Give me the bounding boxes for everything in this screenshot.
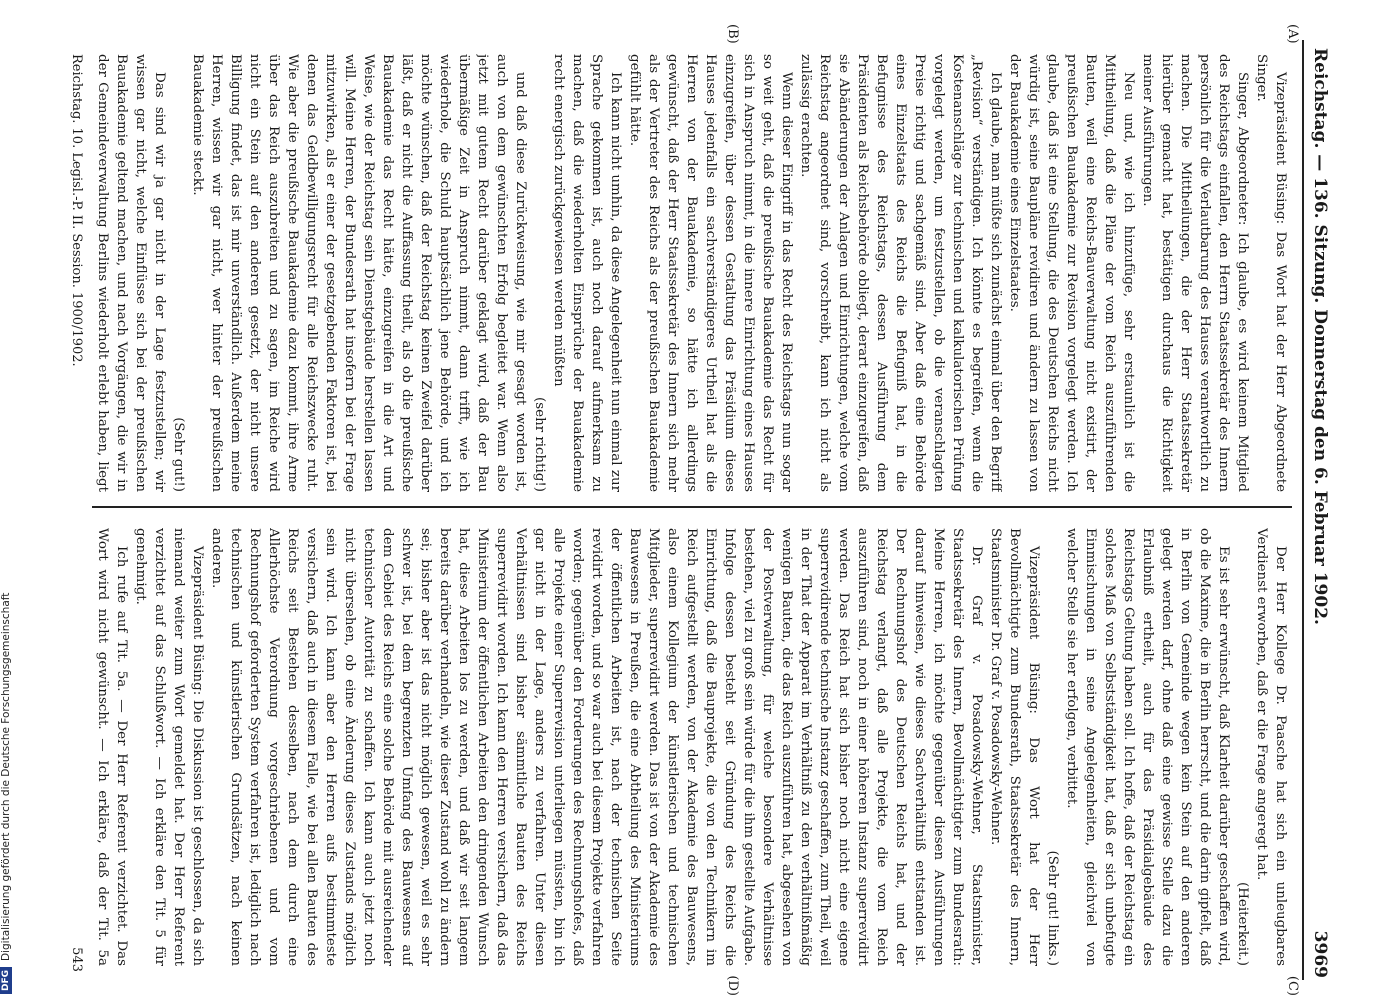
paragraph: Ich glaube, man müßte sich zunächst einmal über den Begriff „Revision“ verständigen. Ich könnte es begreifen, wenn die Kostenanschläge zur technischen und kalkulatorischen Prüfung vorgelegt werden, um festzustellen, ob die veranschlagten Preise richtig und sachgemäß sind. Aber daß eine Behörde eines Einzelstaats des Reichs die Befugniß hat, in die Befugnisse des Reichstags, dessen Ausführung dem Präsidenten als Reichsbehörde obliegt, derart einzugreifen, daß sie Abänderungen der Anlagen und Einrichtungen, welche vom Reichstag angeordnet sind, vorschreibt, kann ich nicht als zulässig erachten. <box>798 54 1003 492</box>
footer-citation: Reichstag. 10. Legisl.-P. II. Session. 1900/1902. <box>69 54 84 367</box>
document-page <box>42 24 1332 996</box>
interjection: (Heiterkeit.) <box>1235 882 1250 966</box>
paragraph: Ich kann nicht umhin, da diese Angelegenheit nun einmal zur Sprache gekommen ist, auch noch darauf aufmerksam zu machen, daß die wiederholten Einsprüche der Bauakademie recht energisch zurückgewiesen werden müßten <box>551 54 623 492</box>
paragraph: Der Herr Kollege Dr. Paasche hat sich ein unleugbares Verdienst erworben, daß er die Frage angeregt hat. <box>1254 528 1288 966</box>
paragraph: Singer, Abgeordneter: Ich glaube, es wird keinem Mitglied des Reichstags einfallen, den Herrn Staatssekretär des Innern persönlich für die Verlautbarung des Hauses verantwortlich zu machen. Die Mittheilungen, die der Herr Staatssekretär hierüber gemacht hat, bestätigen durchaus die Richtigkeit meiner Ausführungen. <box>1140 54 1250 492</box>
paragraph: und daß diese Zurückweisung, wie mir gesagt worden ist, auch von dem gewünschten Erfolg begleitet war. Wenn also jetzt mit gutem Recht darüber geklagt wird, daß der Bau übermäßige Zeit in Anspruch nimmt, dann trifft, wie ich wiederhole, die Schuld hauptsächlich jene Behörde, und ich möchte wünschen, daß der Reichstag keinen Zweifel darüber läßt, daß er nicht die Auffassung theilt, als ob die preußische Bauakademie das Recht hätte, einzugreifen in die Art und Weise, wie der Reichstag sein Dienstgebäude herstellen lassen will. Meine Herren, der Bundesrath hat insofern bei der Frage mitzuwirken, als er einer der gesetzgebenden Faktoren ist, bei denen das Geldbewilligungsrecht für alle Reichszwecke ruht. Wie aber die preußische Bauakademie dazu kommt, ihre Arme über das Reich auszubreiten und zu sagen, im Reiche wird nicht ein Stein auf den anderen gesetzt, der nicht unsere Billigung findet, das ist mir unverständlich. Außerdem meine Herren, wissen wir gar nicht, wer hinter der preußischen Bauakademie steckt. <box>190 54 528 492</box>
interjection: (Sehr gut! links.) <box>1045 850 1060 966</box>
digitization-note <box>0 0 20 994</box>
right-column <box>90 528 1290 966</box>
running-header: Reichstag. — 136. Sitzung. Donnerstag den 6. Februar 1902. <box>1310 48 1330 625</box>
paragraph: Dr. Graf v. Posadowsky-Wehner, Staatsminister, Staatssekretär des Innern, Bevollmächtigter zum Bundesrath: Meine Herren, ich möchte gegenüber diesen Ausführungen darauf hinweisen, wie dieses Sachverhältniß entstanden ist. Der Rechnungshof des Deutschen Reichs hat, und der Reichstag verlangt, daß alle Projekte, die vom Reich auszuführen sind, noch in einer höheren Instanz superrevidirt werden. Das Reich hat sich bisher noch nicht eine eigene superrevidirende technische Instanz geschaffen, zum Theil, weil in der That der Apparat im Verhältniß zu den verhältnißmäßig wenigen Bauten, die das Reich auszuführen hat, abgesehen von der Postverwaltung, für welche besondere Verhältnisse bestehen, viel zu groß sein würde für die ihm gestellte Aufgabe. Infolge dessen besteht seit Gründung des Reichs die Einrichtung, daß die Bauprojekte, die von den Technikern im Reich aufgestellt werden, von der Akademie des Bauwesens, also einem Kollegium der künstlerischen und technischen Mitglieder, superrevidirt werden. Das ist von der Akademie des Bauwesens in Preußen, die eine Abtheilung des Ministeriums der öffentlichen Arbeiten ist, nach der technischen Seite revidirt worden, und so war auch bei diesem Projekte verfahren worden; gegenüber den Forderungen des Rechnungshofes, daß alle Projekte einer Superrevision unterliegen müssten, bin ich gar nicht in der Lage, anders zu verfahren. Unter diesen Verhältnissen sind bisher sämmtliche Bauten des Reichs superrevidirt worden. Ich kann den Herren versichern, daß das Ministerium der öffentlichen Arbeiten den dringenden Wunsch hat, diese Arbeiten los zu werden, und daß wir seit langem bereits darüber verhandeln, wie dieser Zustand wohl zu ändern sei; bisher aber ist das nicht möglich gewesen, weil es sehr schwer ist, bei dem begrenzten Umfang des Bauwesens auf dem Gebiet des Reichs eine solche Behörde mit ausreichender technischer Autorität zu schaffen. Ich kann auch jetzt noch nicht übersehen, ob eine Änderung dieses Zustands möglich sein wird. Ich kann aber den Herren aufs bestimmteste versichern, daß auch in diesem Falle, wie bei allen Bauten des Reichs seit Bestehen desselben, nach dem durch eine Allerhöchste Verordnung vorgeschriebenen und vom Rechnungshof geforderten System verfahren ist, lediglich nach technischen und künstlerischen Grundsätzen, nach keinen anderen. <box>209 528 984 966</box>
page-number: 3969 <box>1310 930 1330 978</box>
paragraph: Vizepräsident Büsing: Die Diskussion ist geschlossen, da sich niemand weiter zum Wort gemeldet hat. Der Herr Referent verzichtet auf das Schlußwort. — Ich erkläre den Tit. 5 für genehmigt. <box>133 528 205 966</box>
interjection: (sehr richtig!) <box>532 397 547 492</box>
section-marker-c: (C) <box>1285 975 1300 996</box>
interjection: (Sehr gut!) <box>171 417 186 492</box>
section-marker-a: (A) <box>1285 24 1300 44</box>
section-marker-d: (D) <box>725 975 740 996</box>
dfg-logo: DFG <box>0 967 12 994</box>
paragraph: Es ist sehr erwünscht, daß Klarheit darüber geschaffen wird, ob die Maxime, die in Berlin herrscht, und die darin gipfelt, daß in Berlin von Gemeinde wegen kein Stein auf den anderen gelegt werden darf, ohne daß eine gewisse Stelle dazu die Erlaubniß ertheilt, auch für das Präsidialgebäude des Reichstags Geltung haben soll. Ich hoffe, daß der Reichstag ein solches Maß von Selbstständigkeit hat, daß er sich unbefugte Einmischungen in seine Angelegenheiten, gleichviel von welcher Stelle sie her erfolgen, verbittet. <box>1064 528 1231 966</box>
section-marker-b: (B) <box>725 24 740 44</box>
header-rule <box>1302 40 1304 980</box>
paragraph: Vizepräsident Büsing: Das Wort hat der Herr Bevollmächtigte zum Bundesrath, Staatssekretär des Innern, Staatsminister Dr. Graf v. Posadowsky-Wehner. <box>988 528 1041 966</box>
funding-note: Digitalisierung gefördert durch die Deutsche Forschungsgemeinschaft <box>0 592 12 961</box>
paragraph: Vizepräsident Büsing: Das Wort hat der Herr Abgeordnete Singer. <box>1254 54 1288 492</box>
paragraph: Ich rufe auf Tit. 5a. — Der Herr Referent verzichtet. Das Wort wird nicht gewünscht. — Ich erkläre, daß der Tit. 5a <box>95 528 129 966</box>
footer-number: 543 <box>69 947 84 972</box>
paragraph: Das sind wir ja gar nicht in der Lage festzustellen; wir wissen gar nicht, welche Einflüsse sich bei der preußischen Bauakademie geltend machen, und nach Vorgängen, die wir in der Gemeindeverwaltung Berlins wiederholt erlebt haben, liegt <box>95 54 167 492</box>
paragraph: Wenn dieser Eingriff in das Recht des Reichstags nun sogar so weit geht, daß die preußische Bauakademie das Recht für sich in Anspruch nimmt, in die innere Einrichtung eines Hauses einzugreifen, über dessen Gestaltung das Präsidium dieses Hauses jedenfalls ein sachverständigeres Urtheil hat als die Herren von der Bauakademie, so hätte ich allerdings gewünscht, daß der Herr Staatssekretär des Innern sich mehr als der Vertreter des Reichs als der preußischen Bauakademie gefühlt hätte. <box>627 54 794 492</box>
paragraph: Neu und, wie ich hinzufüge, sehr erstaunlich ist die Mittheilung, daß die Pläne der vom Reich auszuführenden Bauten, weil eine Reichs-Bauverwaltung nicht existirt, der preußischen Bauakademie zur Revision vorgelegt werden. Ich glaube, daß ist eine Stellung, die des Deutschen Reichs nicht würdig ist, seine Baupläne revidiren und ändern zu lassen von der Bauakademie eines Einzelstaates. <box>1007 54 1136 492</box>
column-divider <box>92 506 1292 508</box>
page-header <box>1304 40 1332 980</box>
left-column <box>90 54 1290 492</box>
